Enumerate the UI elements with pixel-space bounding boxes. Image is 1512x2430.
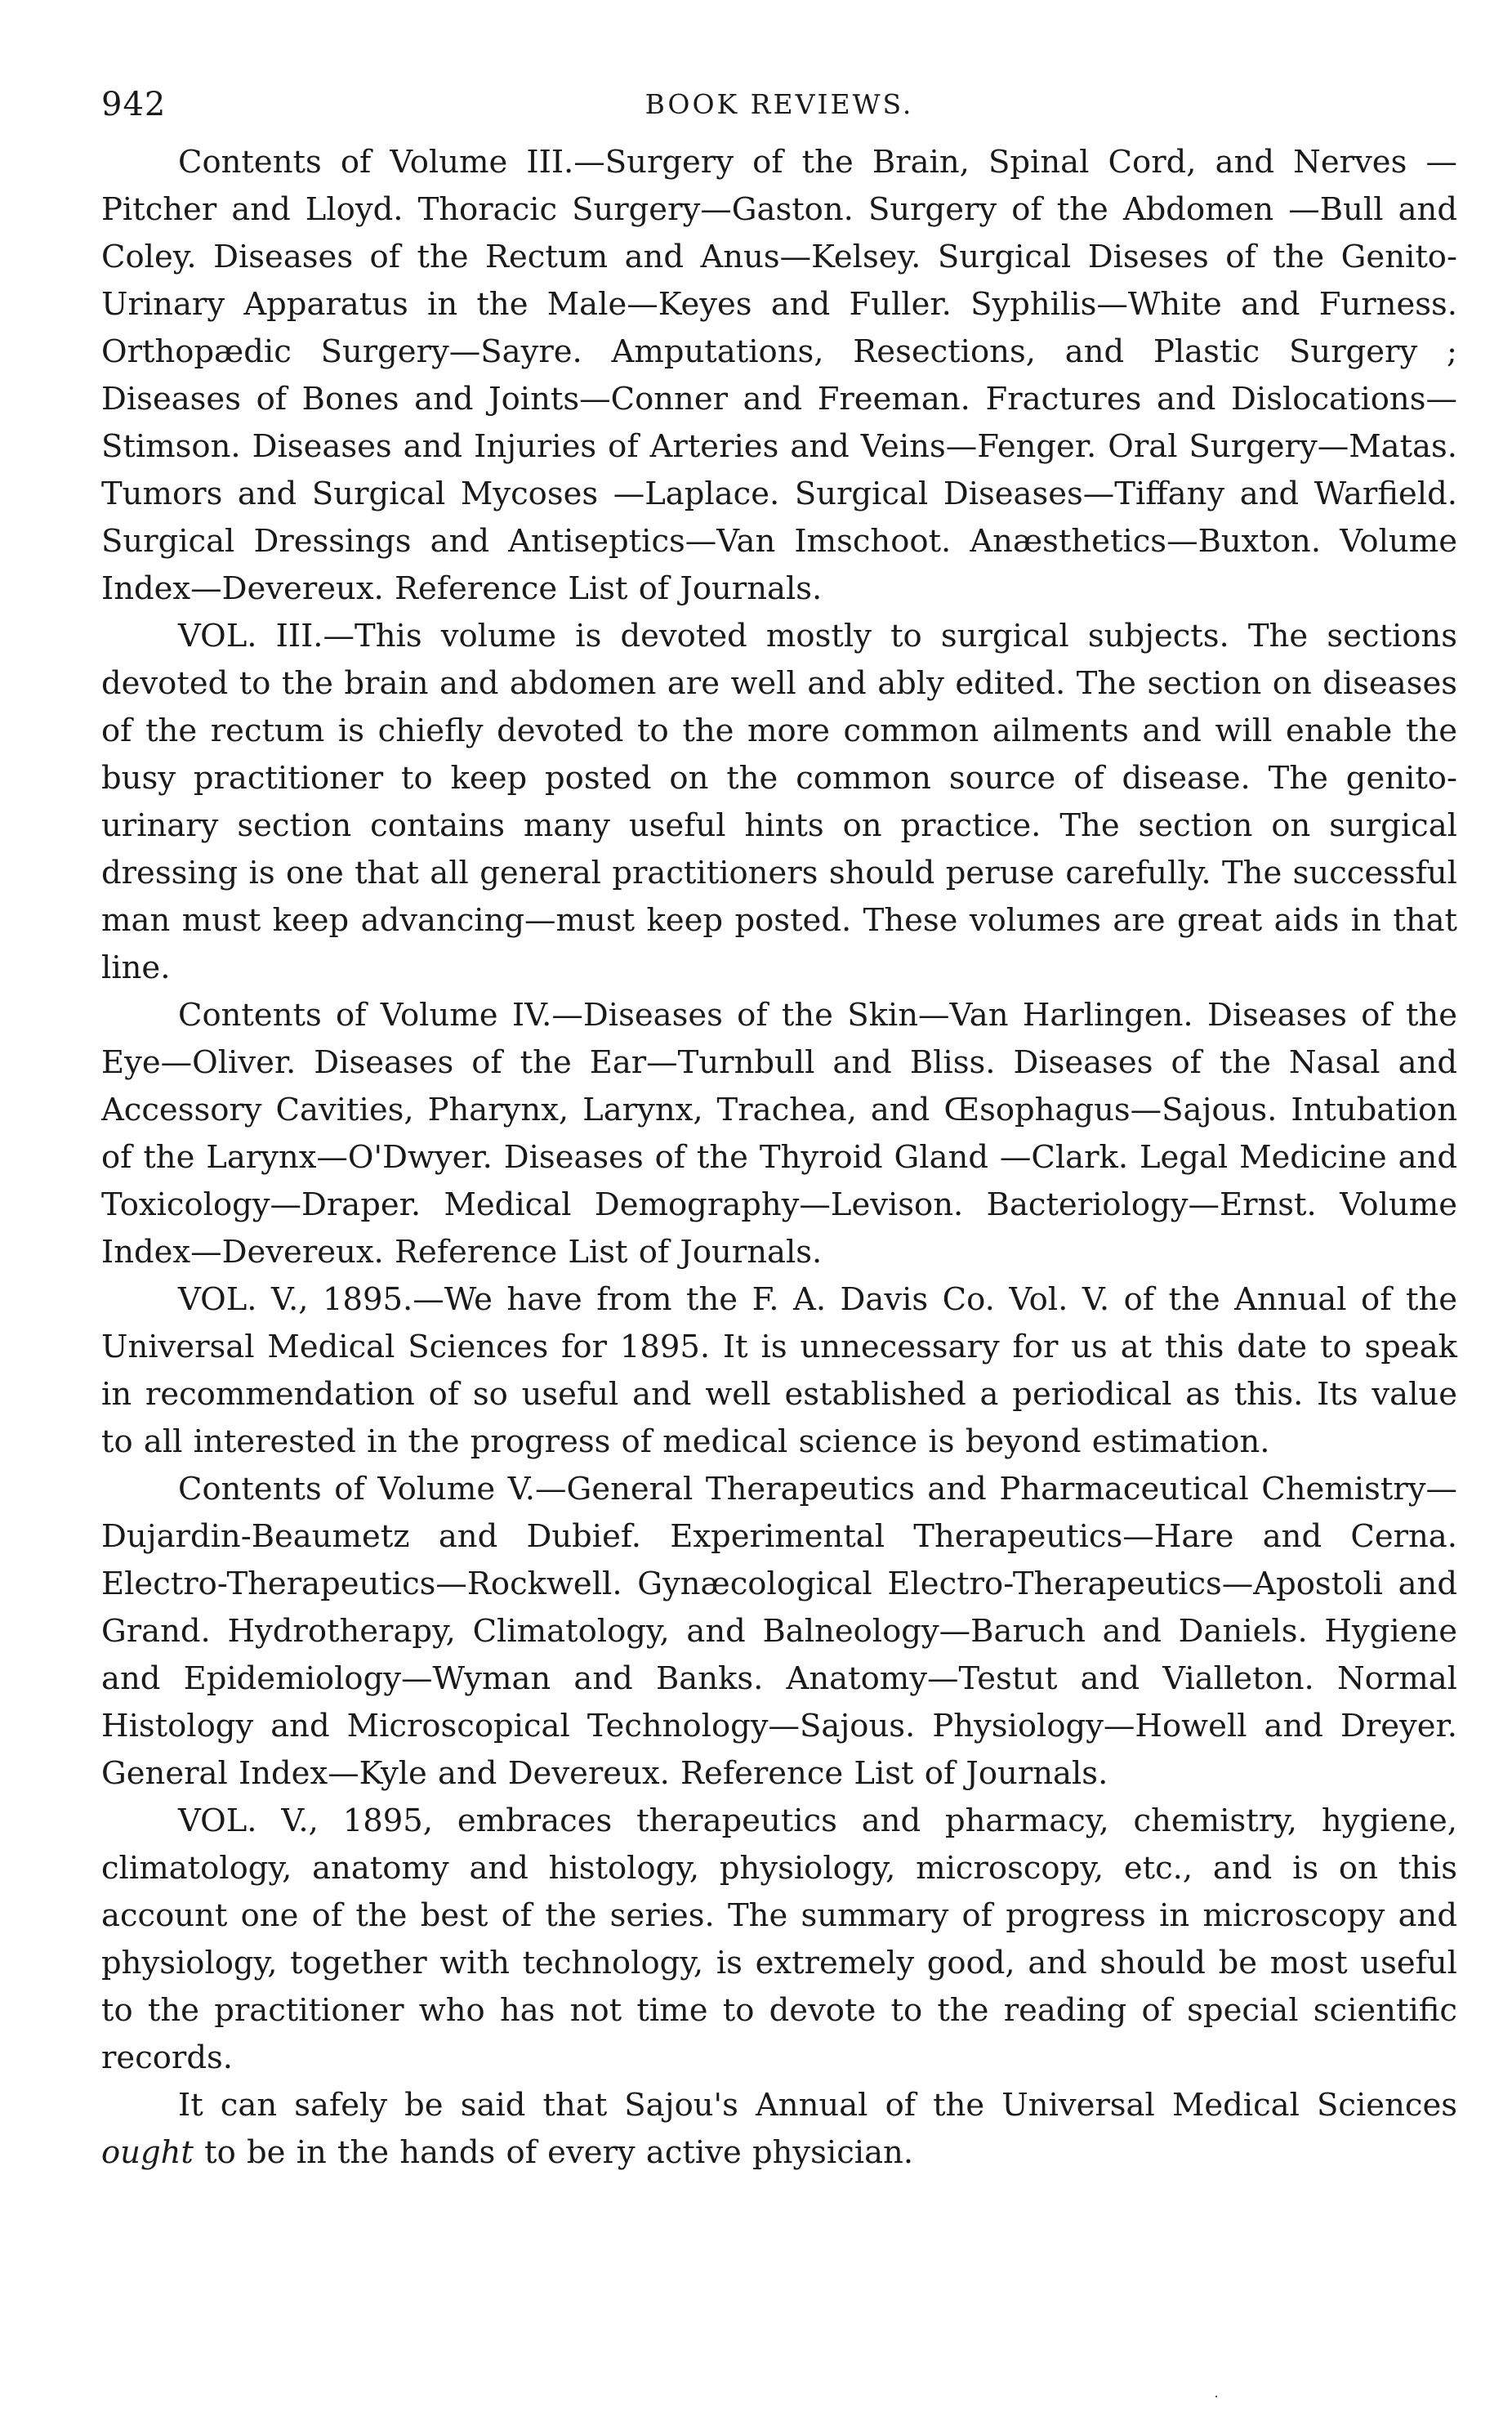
paragraph-review-volume-v-intro: VOL. V., 1895.—We have from the F. A. Davis Co. Vol. V. of the Annual of the Universal Medical Sciences for 1895. It is unnecessary for us at this date to speak in recommendation of so useful and well established a periodical as this. Its value to all interested in the progress of medical science is beyond estimation.: [101, 1281, 1457, 1460]
paragraph-contents-volume-iv: Contents of Volume IV.—Diseases of the Skin—Van Harlingen. Diseases of the Eye—Oliver. Diseases of the Ear—Turnbull and Bliss. Diseases of the Nasal and Accessory Cavities, Pharynx, Larynx, Trachea, and Œsophagus—Sajous. Intubation of the Larynx—O'Dwyer. Diseases of the Thyroid Gland —Clark. Legal Medicine and Toxicology—Draper. Medical Demography—Levison. Bacteriology—Ernst. Volume Index—Devereux. Reference List of Journals.: [101, 997, 1457, 1271]
closing-text-end: to be in the hands of every active physician.: [204, 2134, 914, 2171]
closing-emphasis: ought: [101, 2134, 194, 2171]
paragraph-closing: [101, 2082, 1457, 2177]
review-body: [101, 139, 1457, 2177]
paragraph-contents-volume-v: Contents of Volume V.—General Therapeutics and Pharmaceutical Chemistry—Dujardin-Beaumetz and Dubief. Experimental Therapeutics—Hare and Cerna. Electro-Therapeutics—Rockwell. Gynæcological Electro-Therapeutics—Apostoli and Grand. Hydrotherapy, Climatology, and Balneology—Baruch and Daniels. Hygiene and Epidemiology—Wyman and Banks. Anatomy—Testut and Vialleton. Normal Histology and Microscopical Technology—Sajous. Physiology—Howell and Dreyer. General Index—Kyle and Devereux. Reference List of Journals.: [101, 1471, 1457, 1792]
running-head: [101, 0, 1457, 139]
page: [101, 0, 1457, 2177]
paragraph-review-volume-iii: VOL. III.—This volume is devoted mostly to surgical subjects. The sections devoted to the brain and abdomen are well and ably edited. The section on diseases of the rectum is chiefly devoted to the more common ailments and will enable the busy practitioner to keep posted on the common source of disease. The genito-urinary section contains many useful hints on practice. The section on surgical dressing is one that all general practitioners should peruse carefully. The successful man must keep advancing—must keep posted. These volumes are great aids in that line.: [101, 618, 1457, 986]
page-number: 942: [101, 86, 167, 123]
closing-text-start: It can safely be said that Sajou's Annual of the Universal Medical Sciences: [178, 2087, 1457, 2124]
print-speck: [1215, 2396, 1217, 2397]
paragraph-review-volume-v: VOL. V., 1895, embraces therapeutics and pharmacy, chemistry, hygiene, climatology, anatomy and histology, physiology, microscopy, etc., and is on this account one of the best of the series. The summary of progress in microscopy and physiology, together with technology, is extremely good, and should be most useful to the practitioner who has not time to devote to the reading of special scientific records.: [101, 1802, 1457, 2076]
paragraph-contents-volume-iii: Contents of Volume III.—Surgery of the Brain, Spinal Cord, and Nerves —Pitcher and Lloyd. Thoracic Surgery—Gaston. Surgery of the Abdomen —Bull and Coley. Diseases of the Rectum and Anus—Kelsey. Surgical Diseses of the Genito-Urinary Apparatus in the Male—Keyes and Fuller. Syphilis—White and Furness. Orthopædic Surgery—Sayre. Amputations, Resections, and Plastic Surgery ; Diseases of Bones and Joints—Conner and Freeman. Fractures and Dislocations—Stimson. Diseases and Injuries of Arteries and Veins—Fenger. Oral Surgery—Matas. Tumors and Surgical Mycoses —Laplace. Surgical Diseases—Tiffany and Warfield. Surgical Dressings and Antiseptics—Van Imschoot. Anæsthetics—Buxton. Volume Index—Devereux. Reference List of Journals.: [101, 144, 1457, 607]
running-title: BOOK REVIEWS.: [644, 88, 914, 120]
